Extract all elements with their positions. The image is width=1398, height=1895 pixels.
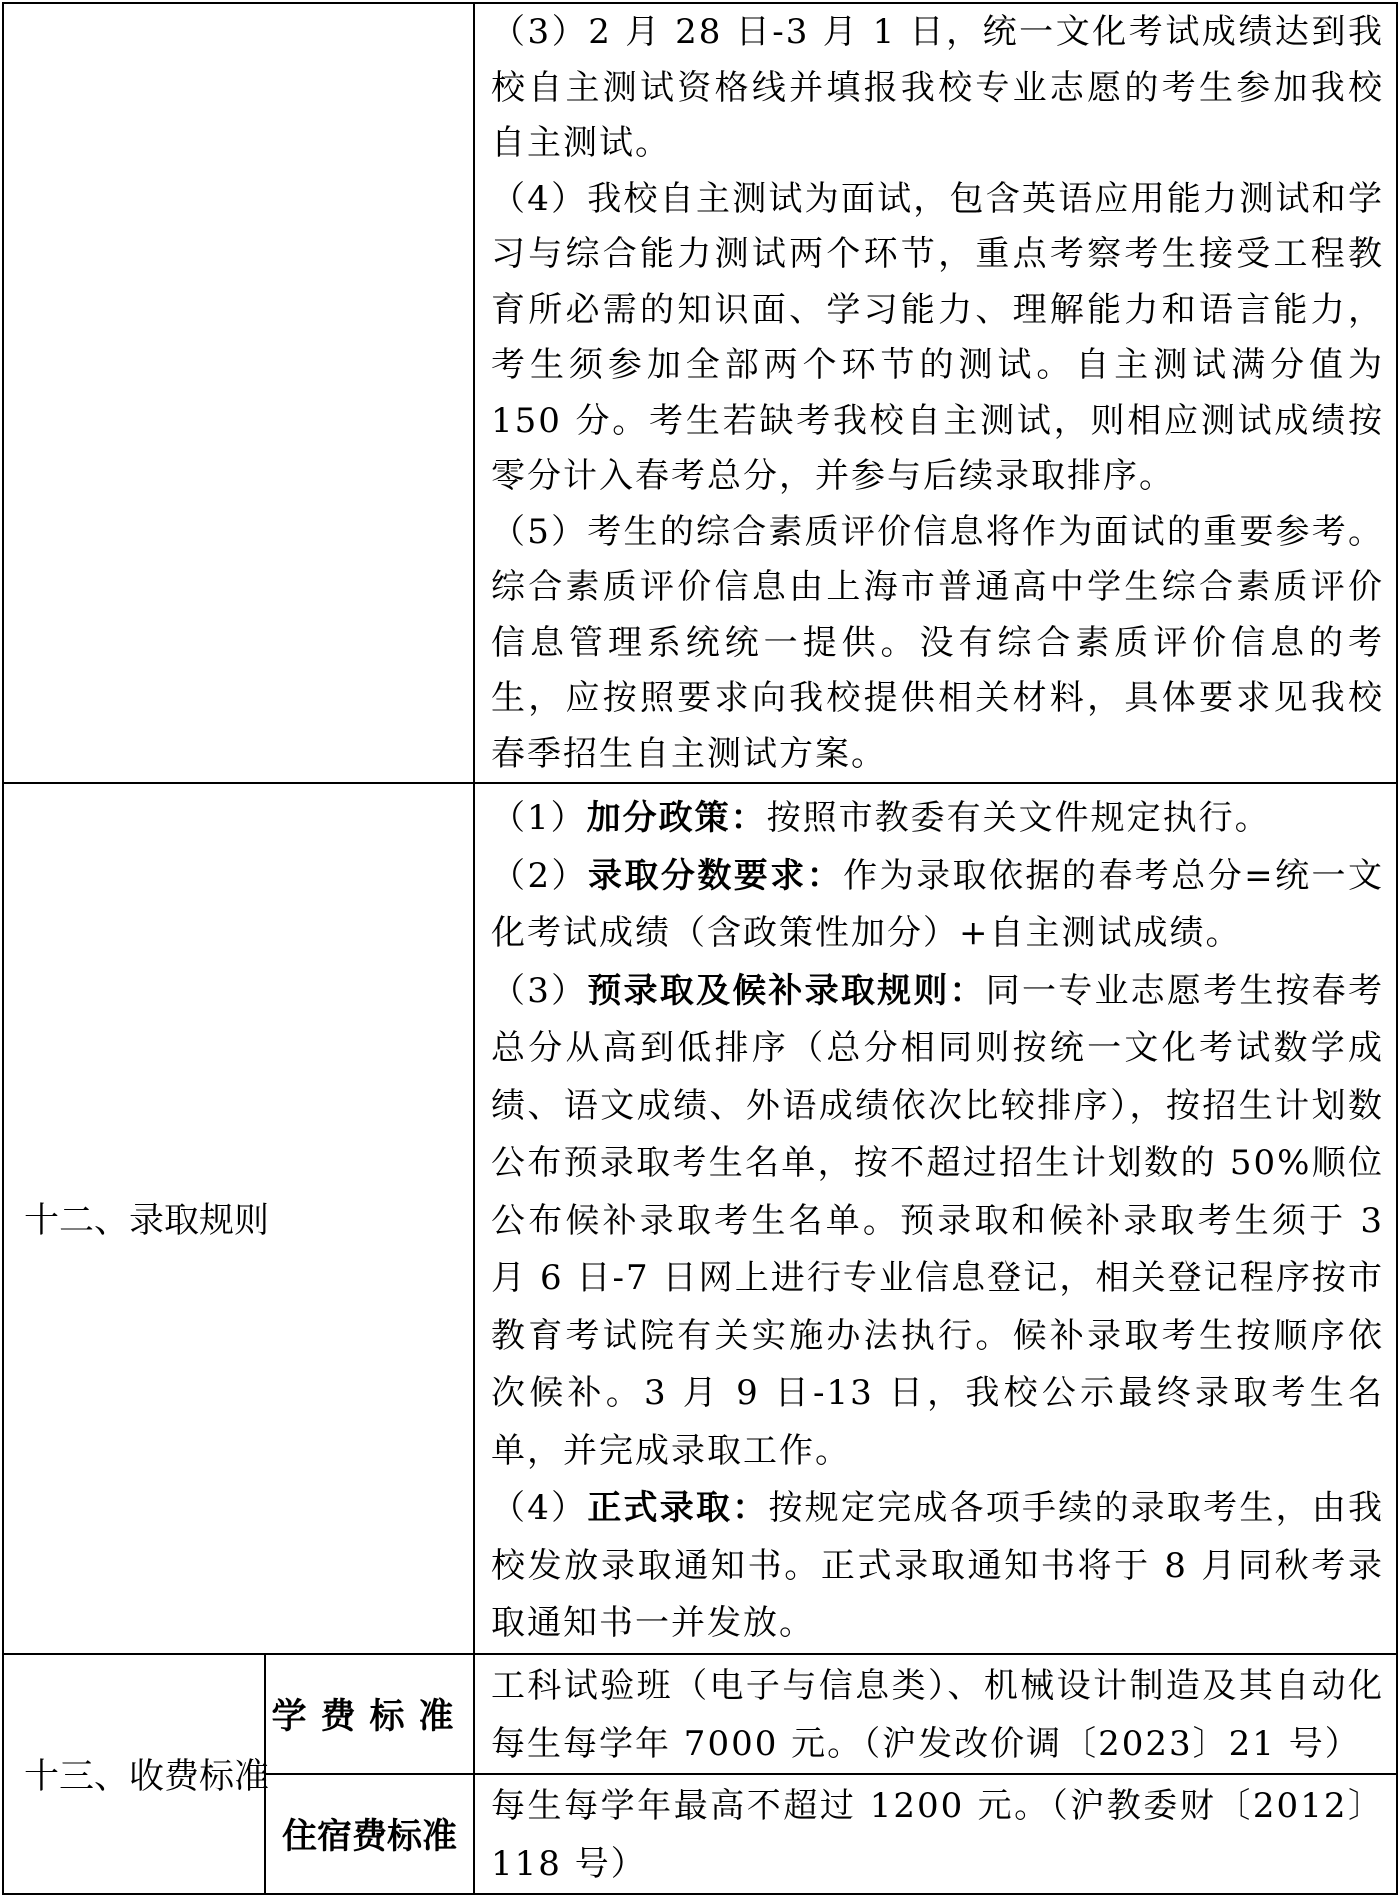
section-11-label-cell bbox=[3, 3, 474, 783]
rule-item-4: （4）正式录取：按规定完成各项手续的录取考生，由我校发放录取通知书。正式录取通知书将于 8 月同秋考录取通知书一并发放。 bbox=[491, 1488, 1385, 1643]
rule-item-2: （2）录取分数要求：作为录取依据的春考总分=统一文化考试成绩（含政策性加分）+自主测试成绩。 bbox=[491, 855, 1384, 953]
rule-item-3: （3）预录取及候补录取规则：同一专业志愿考生按春考总分从高到低排序（总分相同则按统一文化考试数学成绩、语文成绩、外语成绩依次比较排序），按招生计划数公布预录取考生名单，按不超过招生计划数的 50%顺位公布候补录取考生名单。预录取和候补录取考生须于 3 月 6 日-7 日网上进行专业信息登记，相关登记程序按市教育考试院有关实施办法执行。候补录取考生按顺序依次候补。3 月 9 日-13 日，我校公示最终录取考生名单，并完成录取工作。 bbox=[491, 970, 1385, 1471]
section-12-row bbox=[3, 783, 1397, 1654]
section-12-label: 十二、录取规则 bbox=[3, 783, 474, 1654]
rule-item-2-title: 录取分数要求： bbox=[588, 855, 844, 896]
section-11-item-5: （5）考生的综合素质评价信息将作为面试的重要参考。综合素质评价信息由上海市普通高中学生综合素质评价信息管理系统统一提供。没有综合素质评价信息的考生，应按照要求向我校提供相关材料，具体要求见我校春季招生自主测试方案。 bbox=[491, 511, 1384, 774]
section-12-content bbox=[474, 783, 1397, 1654]
accommodation-text: 每生每学年最高不超过 1200 元。（沪教委财〔2012〕118 号） bbox=[474, 1774, 1397, 1894]
section-11-item-3: （3）2 月 28 日-3 月 1 日，统一文化考试成绩达到我校自主测试资格线并填报我校专业志愿的考生参加我校自主测试。 bbox=[491, 12, 1384, 163]
rule-item-1: （1）加分政策：按照市教委有关文件规定执行。 bbox=[491, 798, 1271, 838]
section-11-row bbox=[3, 3, 1397, 783]
tuition-row bbox=[3, 1654, 1397, 1774]
rule-item-1-title: 加分政策： bbox=[586, 798, 767, 838]
tuition-label: 学费标准 bbox=[265, 1654, 474, 1774]
rule-item-3-title: 预录取及候补录取规则： bbox=[587, 970, 986, 1011]
section-11-item-4: （4）我校自主测试为面试，包含英语应用能力测试和学习与综合能力测试两个环节，重点考察考生接受工程教育所必需的知识面、学习能力、理解能力和语言能力，考生须参加全部两个环节的测试。自主测试满分值为 150 分。考生若缺考我校自主测试，则相应测试成绩按零分计入春考总分，并参与后续录取排序。 bbox=[491, 178, 1384, 496]
admission-table bbox=[2, 2, 1398, 1895]
section-11-content bbox=[474, 3, 1397, 783]
tuition-text: 工科试验班（电子与信息类）、机械设计制造及其自动化每生每学年 7000 元。（沪发改价调〔2023〕21 号） bbox=[474, 1654, 1397, 1774]
section-13-label: 十三、收费标准 bbox=[3, 1654, 265, 1894]
accommodation-label: 住宿费标准 bbox=[265, 1774, 474, 1894]
rule-item-4-title: 正式录取： bbox=[587, 1488, 769, 1528]
